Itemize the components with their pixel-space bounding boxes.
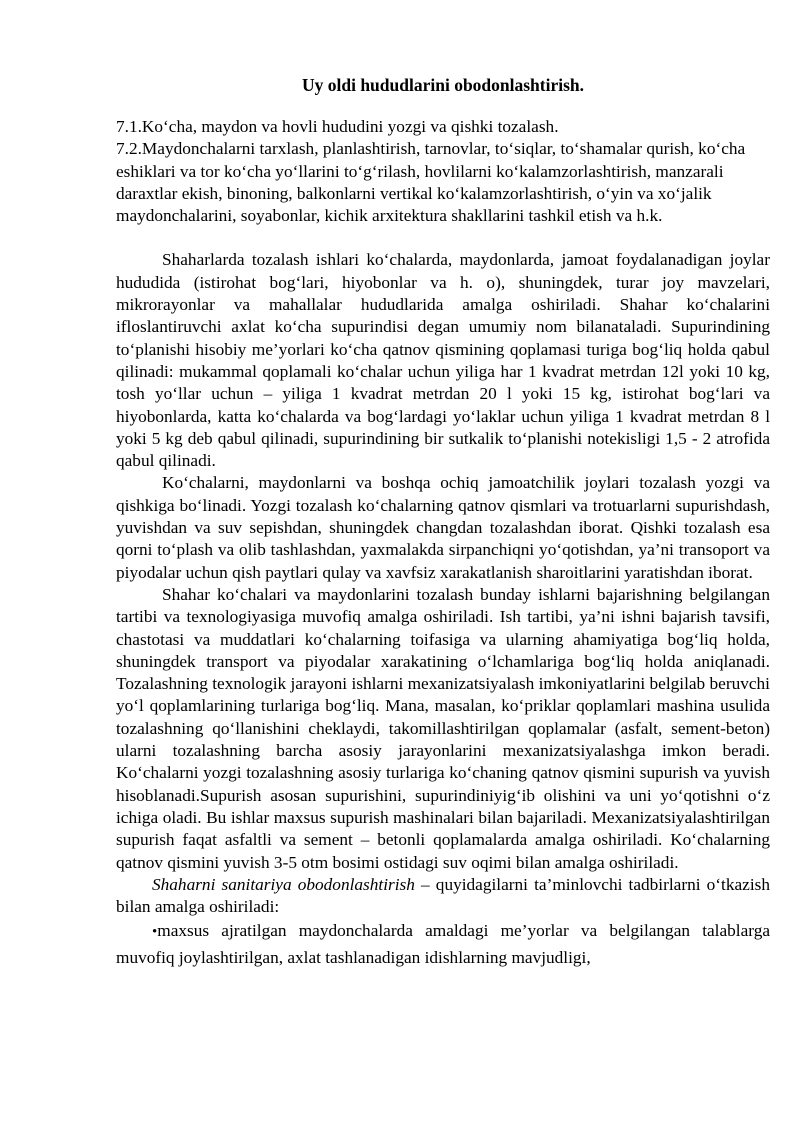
lead-rest: – quyidagilarni ta’minlovchi tadbirlarni o‘tkazish bilan amalga oshiriladi: — [116, 874, 770, 917]
bullet-item-1 — [116, 918, 770, 971]
paragraph-3: Shahar ko‘chalari va maydonlarini tozalash bunday ishlarni bajarishning belgilangan tartibi va texnologiyasiga muvofiq amalga oshiriladi. Ish tartibi, ya’ni ishni bajarish tavsifi, chastotasi va muddatlari ko‘chalarning toifasiga va ularning ahamiyatiga bog‘liq holda, shuningdek transport va piyodalar xarakatining o‘lchamlariga bog‘liq holda aniqlanadi. Tozalashning texnologik jarayoni ishlarni mexanizatsiyalash imkoniyatlarini belgilab beruvchi yo‘l qoplamlarining turlariga bog‘liq. Mana, masalan, ko‘priklar qoplamlari mashina usulida tozalashning qo‘llanishini cheklaydi, takomillashtirilgan qoplamalar (asfalt, sement-beton) ularni tozalashning barcha asosiy jarayonlarini mexanizatsiyalashga imkon beradi. Ko‘chalarni yozgi tozalashning asosiy turlariga ko‘chaning qatnov qismini supurish va yuvish hisoblanadi.Supurish asosan supurishini, supurindiniyig‘ib olishini va uni yo‘qotishni o‘z ichiga oladi. Bu ishlar maxsus supurish mashinalari bilan bajariladi. Mexanizatsiyalashtirilgan supurish faqat asfaltli va sement – betonli qoplamalarda amalga oshiriladi. Ko‘chalarning qatnov qismini yuvish 3-5 otm bosimi ostidagi suv oqimi bilan amalga oshiriladi. — [116, 584, 770, 872]
topic-item-2: 7.2.Maydonchalarni tarxlash, planlashtirish, tarnovlar, to‘siqlar, to‘shamalar qurish, ko‘cha eshiklari va tor ko‘cha yo‘llarini to‘g‘rilash, hovlilarni ko‘kalamzorlashtirish, manzarali daraxtlar ekish, binoning, balkonlarni vertikal ko‘kalamzorlashtirish, o‘yin va xo‘jalik maydonchalarini, soyabonlar, kichik arxitektura shakllarini tashkil etish va h.k. — [116, 139, 746, 226]
document-page — [116, 74, 770, 971]
lead-italic-term: Shaharni sanitariya obodonlashtirish — [152, 874, 415, 894]
topic-item-1: 7.1.Ko‘cha, maydon va hovli hududini yozgi va qishki tozalash. — [116, 117, 559, 136]
bullet-dot-icon: • — [152, 924, 158, 941]
lead-paragraph — [116, 874, 770, 919]
paragraph-2: Ko‘chalarni, maydonlarni va boshqa ochiq jamoatchilik joylari tozalash yozgi va qishkiga bo‘linadi. Yozgi tozalash ko‘chalarning qatnov qismlari va trotuarlarni supurishdash, yuvishdan va suv sepishdan, shuningdek changdan tozalashdan iborat. Qishki tozalash esa qorni to‘plash va olib tashlashdan, yaxmalakda sirpanchiqni yo‘qotishdan, ya’ni transoport va piyodalar uchun qish paytlari qulay va xavfsiz xarakatlanish sharoitlarini yaratishdan iborat. — [116, 473, 770, 582]
paragraph-1: Shaharlarda tozalash ishlari ko‘chalarda, maydonlarda, jamoat foydalanadigan joylar hududida (istirohat bog‘lari, hiyobonlar va h. o), shuningdek, turar joy mavzelari, mikrorayonlar va mahallalar hududlarida amalga oshiriladi. Shahar ko‘chalarini ifloslantiruvchi axlat ko‘cha supurindisi degan umumiy nom bilanataladi. Supurindining to‘planishi hisobiy me’yorlari ko‘cha qatnov qismining qoplamasi turiga bog‘liq holda qabul qilinadi: mukammal qoplamali ko‘chalar uchun yiliga har 1 kvadrat metrdan 12l yoki 10 kg, tosh yo‘llar uchun – yiliga 1 kvadrat metrdan 20 l yoki 15 kg, istirohat bog‘lari va hiyobonlarda, katta ko‘chalarda va bog‘lardagi yo‘laklar uchun yiliga 1 kvadrat metrdan 8 l yoki 5 kg deb qabul qilinadi, supurindining bir sutkalik to‘planishi notekisligi 1,5 - 2 atrofida qabul qilinadi. — [116, 250, 770, 471]
bullet-item-1-text: maxsus ajratilgan maydonchalarda amaldagi me’yorlar va belgilangan talablarga muvofiq joylashtirilgan, axlat tashlanadigan idishlarning mavjudligi, — [116, 921, 770, 968]
topics-list — [116, 116, 770, 227]
document-title: Uy oldi hududlarini obodonlashtirish. — [301, 75, 585, 95]
